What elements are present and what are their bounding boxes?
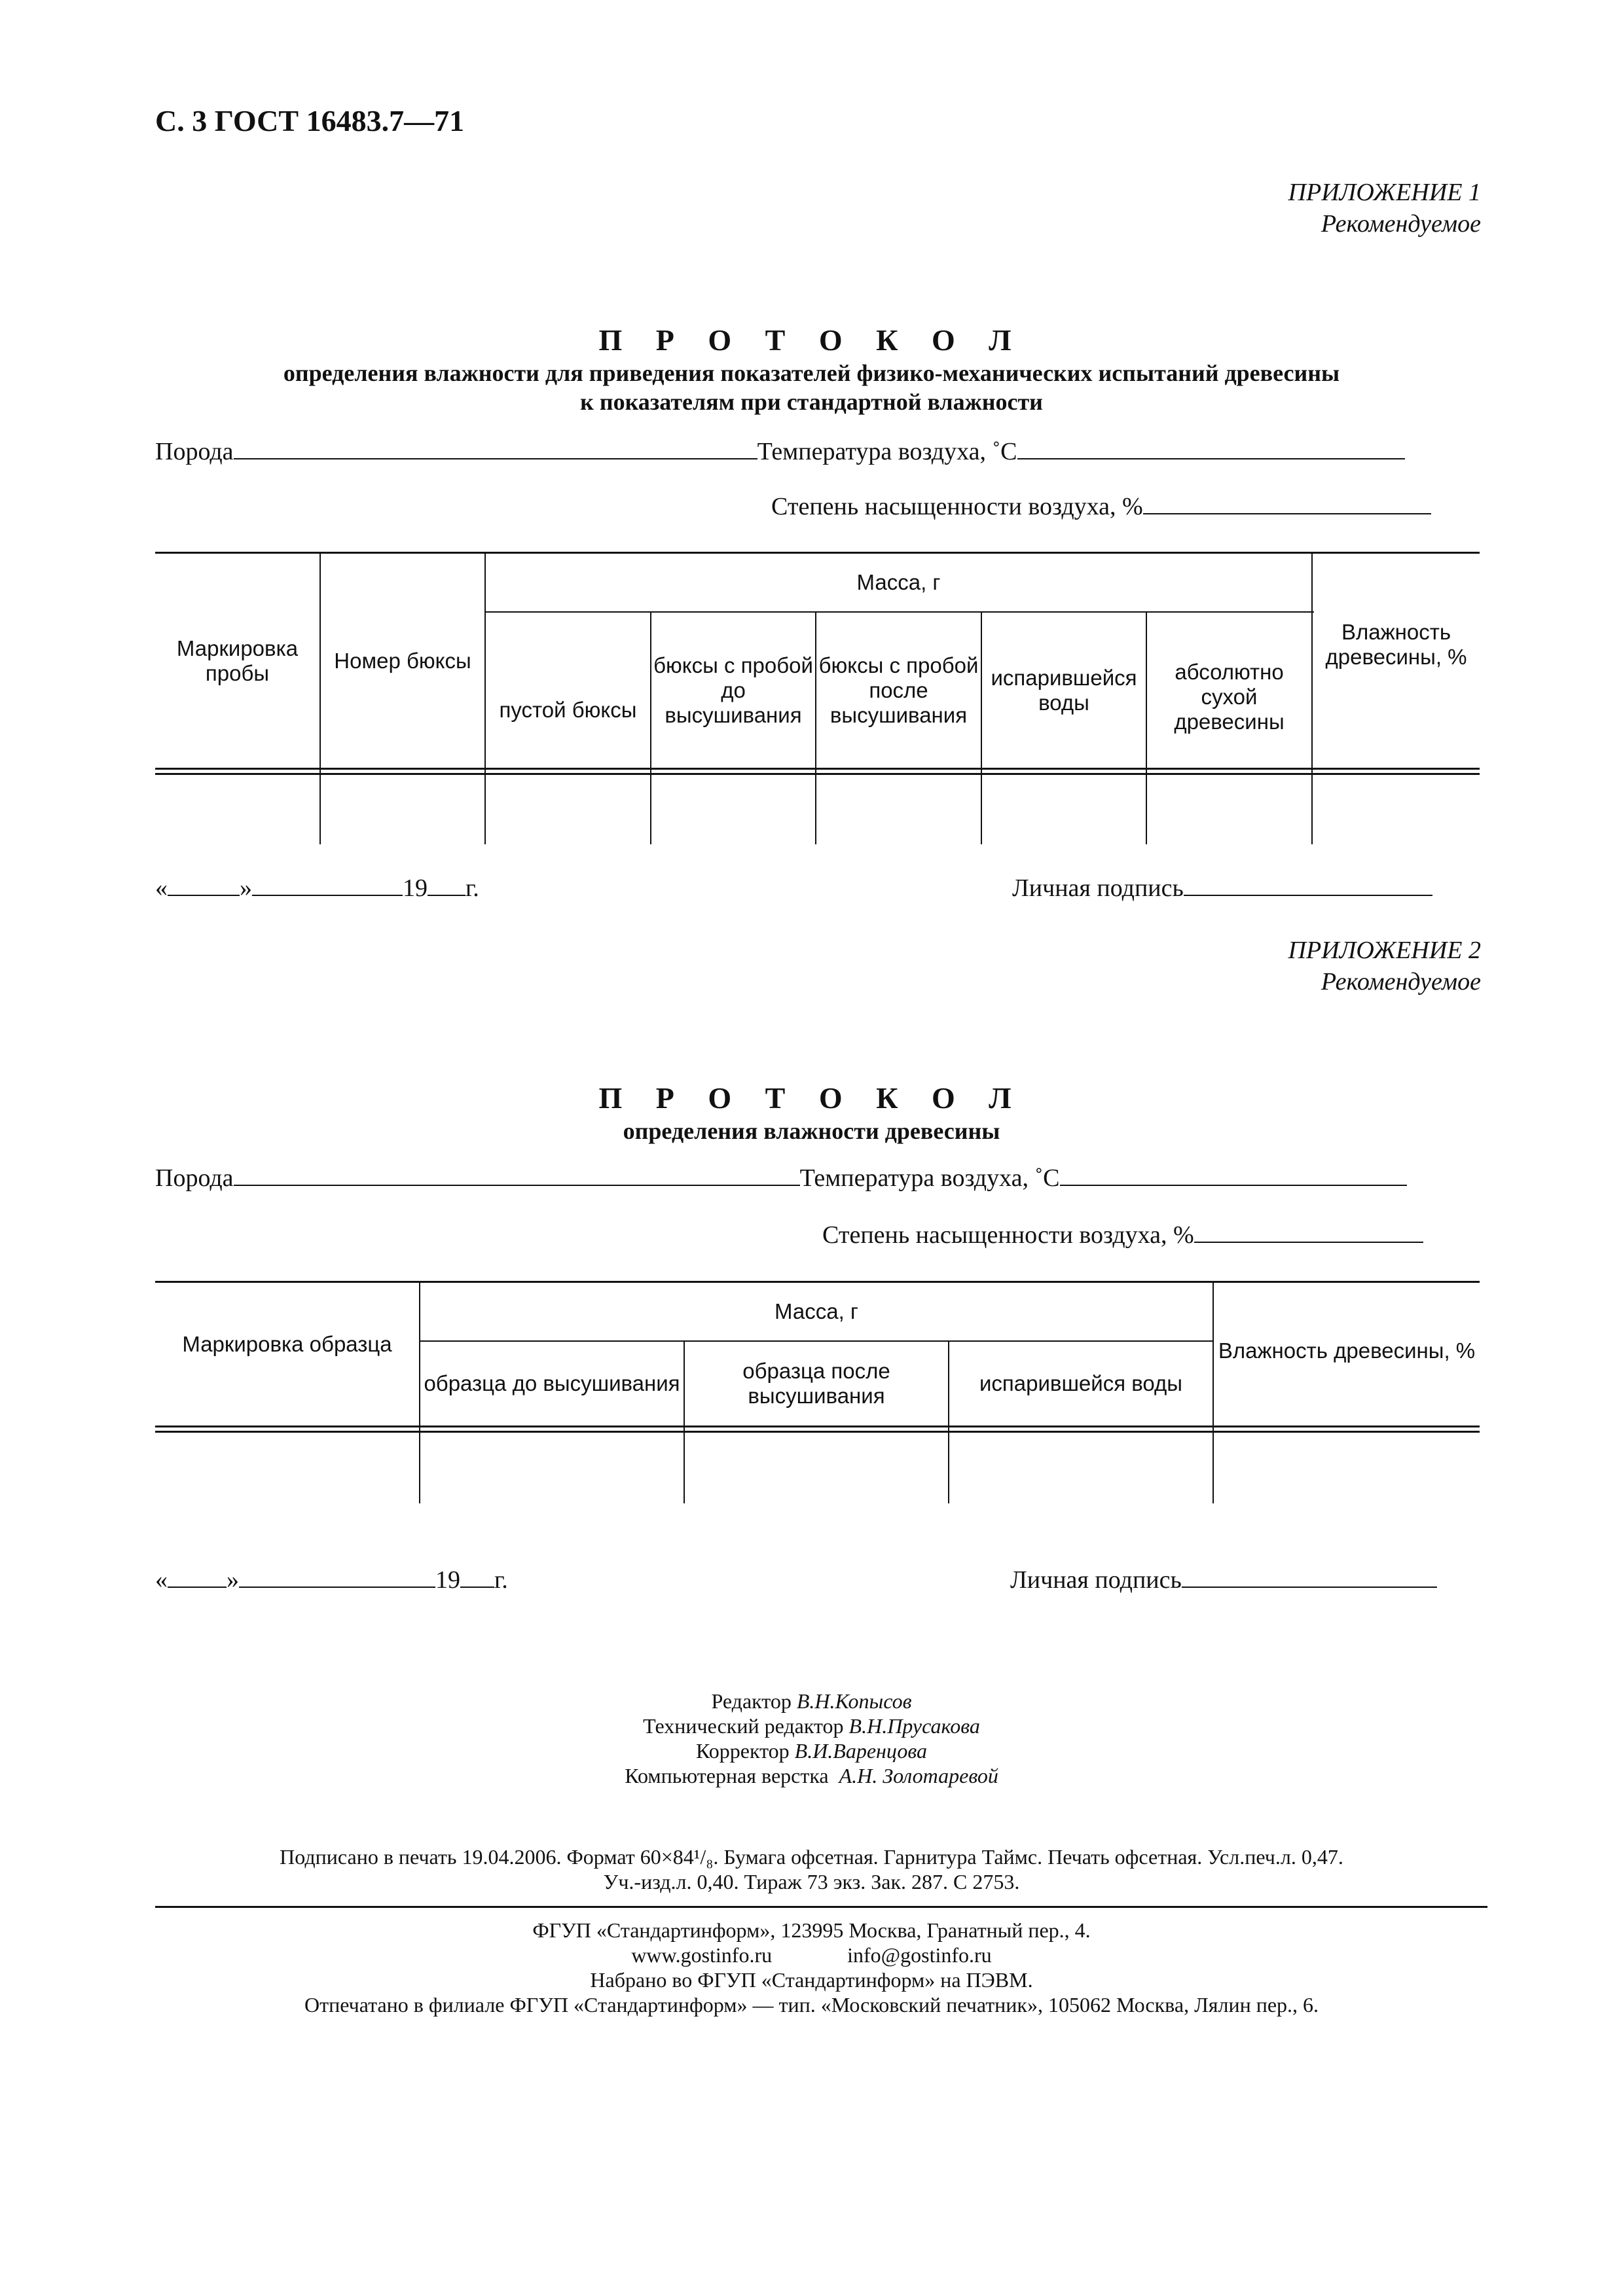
field-saturation-label: Степень насыщенности воздуха, %	[771, 493, 1143, 520]
quote-close: »	[240, 874, 252, 902]
year-blank[interactable]	[428, 875, 465, 896]
header-moisture: Влажность древесины, %	[1218, 1338, 1476, 1363]
credit-editor: Редактор В.Н.Копысов	[711, 1689, 912, 1713]
year-prefix: 19	[403, 874, 428, 902]
publisher-info	[0, 1918, 1623, 2017]
credit-corrector: Корректор В.И.Варенцова	[696, 1739, 927, 1763]
header-number: Номер бюксы	[334, 648, 471, 673]
header-marking: Маркировка пробы	[176, 636, 299, 685]
header-dry: абсолютно сухой древесины	[1174, 659, 1285, 734]
credit-tech-editor: Технический редактор В.Н.Прусакова	[643, 1714, 980, 1738]
year-blank[interactable]	[460, 1567, 494, 1588]
field-saturation-label: Степень насыщенности воздуха, %	[822, 1221, 1194, 1249]
appendix-2-label	[1288, 935, 1481, 997]
protocol-title: П Р О Т О К О Л	[598, 1081, 1025, 1115]
print-line-1: Подписано в печать 19.04.2006. Формат 60×84¹/₈. Бумага офсетная. Гарнитура Таймс. Печать офсетная. Усл.печ.л. 0,47.	[280, 1845, 1343, 1869]
field-saturation	[771, 492, 1431, 521]
signature-label: Личная подпись	[1012, 874, 1184, 902]
typeset-info: Набрано во ФГУП «Стандартинформ» на ПЭВМ.	[590, 1968, 1033, 1992]
header-evaporated: испарившейся воды	[991, 665, 1137, 715]
header-mass-group: Масса, г	[856, 570, 941, 594]
date-line	[155, 1566, 508, 1594]
appendix-status: Рекомендуемое	[1321, 210, 1481, 238]
field-breed	[155, 437, 1405, 466]
field-breed-label: Порода	[155, 438, 234, 465]
field-breed	[155, 1164, 1407, 1193]
quote-close: »	[227, 1566, 239, 1594]
signature-line	[1010, 1566, 1437, 1594]
saturation-blank[interactable]	[1194, 1222, 1423, 1243]
field-saturation	[822, 1221, 1423, 1249]
day-blank[interactable]	[168, 875, 240, 896]
protocol-subtitle-line2: к показателям при стандартной влажности	[580, 389, 1043, 415]
signature-line	[1012, 874, 1432, 903]
breed-blank[interactable]	[234, 439, 757, 459]
field-breed-label: Порода	[155, 1164, 234, 1192]
table-header-rule-1	[155, 1426, 1480, 1427]
year-suffix: г.	[494, 1566, 508, 1594]
temp-blank[interactable]	[1017, 439, 1405, 459]
header-empty: пустой бюксы	[499, 697, 637, 722]
year-prefix: 19	[435, 1566, 460, 1594]
header-before: бюксы с пробой до высушивания	[653, 653, 813, 727]
table-header-rule-2	[155, 773, 1480, 775]
table-header-rule-2	[155, 1431, 1480, 1433]
protocol-1-title-block	[0, 322, 1623, 416]
saturation-blank[interactable]	[1143, 493, 1431, 514]
breed-blank[interactable]	[234, 1165, 800, 1186]
protocol-subtitle-line1: определения влажности древесины	[623, 1118, 1000, 1144]
appendix-status: Рекомендуемое	[1321, 968, 1481, 996]
print-info	[0, 1844, 1623, 1894]
protocol-title: П Р О Т О К О Л	[598, 323, 1025, 357]
signature-label: Личная подпись	[1010, 1566, 1182, 1594]
header-before: образца до высушивания	[424, 1371, 680, 1395]
header-evaporated: испарившейся воды	[979, 1371, 1183, 1395]
field-temp-label: Температура воздуха, ˚С	[799, 1164, 1060, 1192]
appendix-label: ПРИЛОЖЕНИЕ 2	[1288, 937, 1481, 964]
printed-info: Отпечатано в филиале ФГУП «Стандартинформ» — тип. «Московский печатник», 105062 Москва, Лялин пер., 6.	[304, 1993, 1319, 2017]
year-suffix: г.	[465, 874, 479, 902]
header-moisture: Влажность древесины, %	[1325, 619, 1467, 669]
publisher-address: ФГУП «Стандартинформ», 123995 Москва, Гранатный пер., 4.	[532, 1918, 1091, 1942]
table-header-rule-1	[155, 768, 1480, 770]
month-blank[interactable]	[252, 875, 403, 896]
website-link[interactable]: www.gostinfo.ru	[631, 1943, 773, 1967]
protocol-2-title-block	[0, 1080, 1623, 1145]
email-link[interactable]: info@gostinfo.ru	[847, 1943, 992, 1967]
quote-open: «	[155, 874, 168, 902]
separator-line	[155, 1906, 1487, 1908]
date-line	[155, 874, 479, 903]
temp-blank[interactable]	[1060, 1165, 1407, 1186]
credit-layout: Компьютерная верстка А.Н. Золотаревой	[625, 1764, 998, 1787]
header-marking: Маркировка образца	[182, 1332, 392, 1356]
appendix-1-label	[1288, 177, 1481, 240]
header-after: бюксы с пробой после высушивания	[818, 653, 979, 727]
credits-block	[0, 1689, 1623, 1788]
contact-line	[0, 1943, 1623, 1967]
day-blank[interactable]	[168, 1567, 227, 1588]
header-after: образца после высушивания	[742, 1359, 890, 1408]
signature-blank[interactable]	[1182, 1567, 1437, 1588]
field-temp-label: Температура воздуха, ˚С	[757, 438, 1017, 465]
month-blank[interactable]	[239, 1567, 435, 1588]
quote-open: «	[155, 1566, 168, 1594]
print-line-2: Уч.-изд.л. 0,40. Тираж 73 экз. Зак. 287. С 2753.	[603, 1870, 1020, 1893]
page-header: С. 3 ГОСТ 16483.7—71	[155, 104, 465, 137]
appendix-label: ПРИЛОЖЕНИЕ 1	[1288, 179, 1481, 206]
protocol-subtitle-line1: определения влажности для приведения показателей физико-механических испытаний древесины	[283, 360, 1340, 386]
header-mass-group: Масса, г	[775, 1299, 858, 1323]
signature-blank[interactable]	[1184, 875, 1432, 896]
